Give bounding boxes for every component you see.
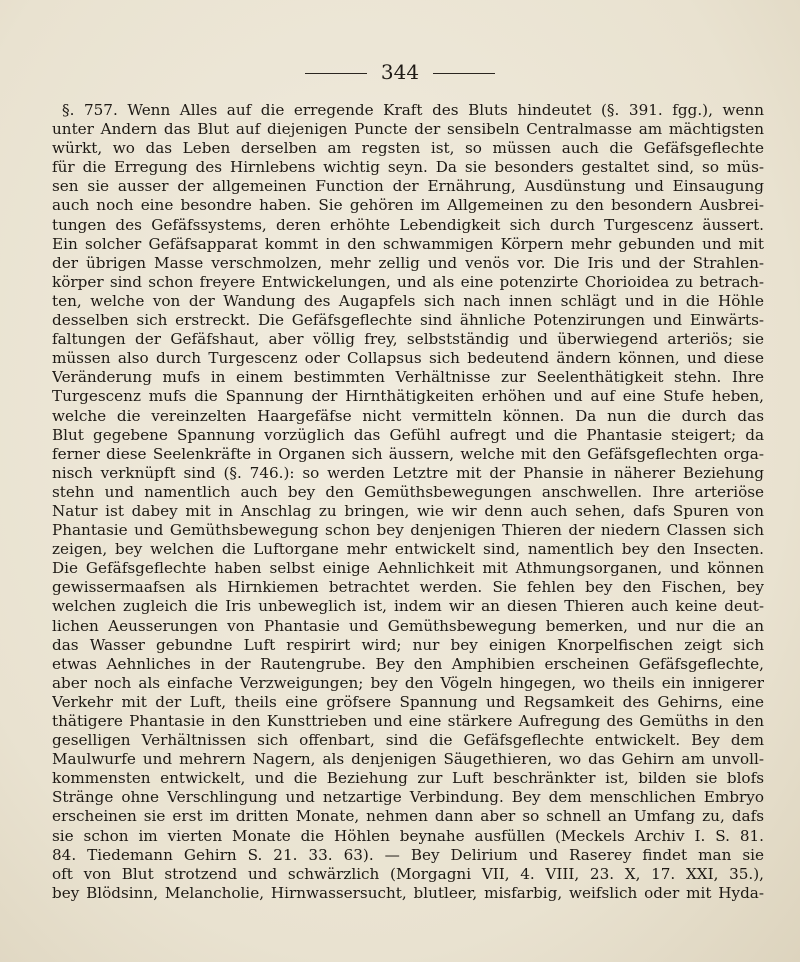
text-line: nisch verknüpft sind (§. 746.): so werden Letztre mit der Phansie in näherer Beziehung [52, 463, 764, 482]
text-line: Veränderung mufs in einem bestimmten Verhältnisse zur Seelenthätigkeit stehn. Ihre [52, 368, 764, 387]
text-line: aber noch als einfache Verzweigungen; bey den Vögeln hingegen, wo theils ein innigerer [52, 673, 764, 692]
text-line: lichen Aeusserungen von Phantasie und Gemüthsbewegung bemerken, und nur die an [52, 616, 764, 635]
text-line: Verkehr mit der Luft, theils eine gröfsere Spannung und Regsamkeit des Gehirns, eine [52, 692, 764, 711]
text-line: Die Gefäfsgeflechte haben selbst einige Aehnlichkeit mit Athmungsorganen, und können [52, 559, 764, 578]
text-line: körper sind schon freyere Entwickelungen, und als eine potenzirte Chorioidea zu betrach- [52, 272, 764, 291]
text-line: sie schon im vierten Monate die Höhlen beynahe ausfüllen (Meckels Archiv I. S. 81. [52, 826, 764, 845]
text-line: Stränge ohne Verschlingung und netzartige Verbindung. Bey dem menschlichen Embryo [52, 788, 764, 807]
text-line: zeigen, bey welchen die Luftorgane mehr entwickelt sind, namentlich bey den Insecten. [52, 540, 764, 559]
text-line: stehn und namentlich auch bey den Gemüthsbewegungen anschwellen. Ihre arteriöse [52, 482, 764, 501]
body-text [52, 101, 764, 903]
text-line: geselligen Verhältnissen sich offenbart, sind die Gefäfsgeflechte entwickelt. Bey dem [52, 731, 764, 750]
text-line: Maulwurfe und mehrern Nagern, als denjenigen Säugethieren, wo das Gehirn am unvoll- [52, 750, 764, 769]
text-line: oft von Blut strotzend und schwärzlich (Morgagni VII, 4. VIII, 23. X, 17. XXI, 35.), [52, 864, 764, 883]
text-line: faltungen der Gefäfshaut, aber völlig frey, selbstständig und überwiegend arteriös; sie [52, 330, 764, 349]
text-line: kommensten entwickelt, und die Beziehung zur Luft beschränkter ist, bilden sie blofs [52, 769, 764, 788]
header-rule-right [433, 73, 495, 74]
text-line: unter Andern das Blut auf diejenigen Puncte der sensibeln Centralmasse am mächtigsten [52, 120, 764, 139]
text-line: gewissermaafsen als Hirnkiemen betrachtet werden. Sie fehlen bey den Fischen, bey [52, 578, 764, 597]
text-line: Natur ist dabey mit in Anschlag zu bringen, wie wir denn auch sehen, dafs Spuren von [52, 501, 764, 520]
text-line: der übrigen Masse verschmolzen, mehr zellig und venös vor. Die Iris und der Strahlen- [52, 253, 764, 272]
text-line: würkt, wo das Leben derselben am regsten ist, so müssen auch die Gefäfsgeflechte [52, 139, 764, 158]
text-line: das Wasser gebundne Luft respirirt wird; nur bey einigen Knorpelfischen zeigt sich [52, 635, 764, 654]
text-line: bey Blödsinn, Melancholie, Hirnwassersucht, blutleer, misfarbig, weifslich oder mit Hyda- [52, 883, 764, 902]
text-line: welche die vereinzelten Haargefäfse nicht vermitteln können. Da nun die durch das [52, 406, 764, 425]
text-line: welchen zugleich die Iris unbeweglich ist, indem wir an diesen Thieren auch keine deut- [52, 597, 764, 616]
text-line: erscheinen sie erst im dritten Monate, nehmen dann aber so schnell an Umfang zu, dafs [52, 807, 764, 826]
text-line: Turgescenz mufs die Spannung der Hirnthätigkeiten erhöhen und auf eine Stufe heben, [52, 387, 764, 406]
text-line: 84. Tiedemann Gehirn S. 21. 33. 63). — Bey Delirium und Raserey findet man sie [52, 845, 764, 864]
text-line: thätigere Phantasie in den Kunsttrieben und eine stärkere Aufregung des Gemüths in den [52, 712, 764, 730]
text-line: sen sie ausser der allgemeinen Function der Ernährung, Ausdünstung und Einsaugung [52, 177, 764, 196]
page-header [0, 60, 800, 84]
page-number: 344 [380, 60, 420, 84]
text-line: ten, welche von der Wandung des Augapfels sich nach innen schlägt und in die Höhle [52, 291, 764, 310]
text-line: müssen also durch Turgescenz oder Collapsus sich bedeutend ändern können, und diese [52, 349, 764, 368]
text-line: desselben sich erstreckt. Die Gefäfsgeflechte sind ähnliche Potenzirungen und Einwärts- [52, 311, 764, 330]
text-line: Phantasie und Gemüthsbewegung schon bey denjenigen Thieren der niedern Classen sich [52, 521, 764, 540]
text-line: tungen des Gefäfssystems, deren erhöhte Lebendigkeit sich durch Turgescenz äussert. [52, 215, 764, 234]
text-line: auch noch eine besondre haben. Sie gehören im Allgemeinen zu den besondern Ausbrei- [52, 196, 764, 215]
text-line: Ein solcher Gefäfsapparat kommt in den schwammigen Körpern mehr gebunden und mit [52, 234, 764, 253]
text-line: für die Erregung des Hirnlebens wichtig seyn. Da sie besonders gestaltet sind, so müs- [52, 158, 764, 177]
text-line: ferner diese Seelenkräfte in Organen sich äussern, welche mit den Gefäfsgeflechten orga- [52, 444, 764, 463]
text-line: §. 757. Wenn Alles auf die erregende Kraft des Bluts hindeutet (§. 391. fgg.), wenn [62, 101, 764, 119]
text-line: Blut gegebene Spannung vorzüglich das Gefühl aufregt und die Phantasie steigert; da [52, 425, 764, 444]
header-rule-left [305, 73, 367, 74]
text-line: etwas Aehnliches in der Rautengrube. Bey den Amphibien erscheinen Gefäfsgeflechte, [52, 654, 764, 673]
